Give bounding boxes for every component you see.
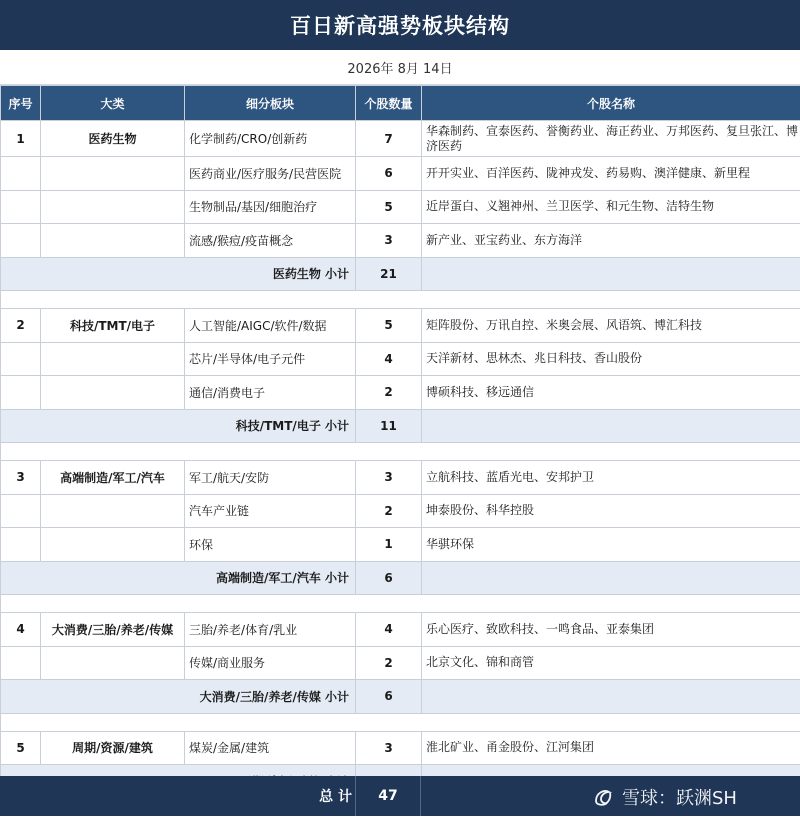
stock-names-cell: 北京文化、锦和商管 bbox=[422, 646, 800, 680]
subsector-cell: 汽车产业链 bbox=[185, 494, 356, 528]
empty-cell bbox=[41, 528, 185, 562]
subsector-cell: 芯片/半导体/电子元件 bbox=[185, 342, 356, 376]
group-seq: 1 bbox=[1, 121, 41, 157]
empty-cell bbox=[422, 680, 800, 714]
empty-cell bbox=[41, 376, 185, 410]
empty-cell bbox=[422, 257, 800, 291]
subtotal-label: 医药生物 小计 bbox=[1, 257, 356, 291]
table-row bbox=[1, 224, 800, 258]
empty-cell bbox=[41, 224, 185, 258]
stock-names-cell: 博硕科技、移远通信 bbox=[422, 376, 800, 410]
empty-cell bbox=[422, 409, 800, 443]
empty-cell bbox=[1, 646, 41, 680]
count-cell: 2 bbox=[356, 376, 422, 410]
subtotal-label: 大消费/三胎/养老/传媒 小计 bbox=[1, 680, 356, 714]
table-row bbox=[1, 613, 800, 647]
count-cell: 3 bbox=[356, 224, 422, 258]
empty-cell bbox=[1, 528, 41, 562]
count-cell: 5 bbox=[356, 309, 422, 343]
subsector-cell: 环保 bbox=[185, 528, 356, 562]
group-seq: 4 bbox=[1, 613, 41, 647]
empty-cell bbox=[41, 190, 185, 224]
header-subsector: 细分板块 bbox=[185, 86, 356, 121]
table-row bbox=[1, 121, 800, 157]
spacer-row bbox=[1, 713, 800, 731]
header-category: 大类 bbox=[41, 86, 185, 121]
header-count: 个股数量 bbox=[356, 86, 422, 121]
spacer-cell bbox=[1, 713, 800, 731]
count-cell: 1 bbox=[356, 528, 422, 562]
header-stock-names: 个股名称 bbox=[422, 86, 800, 121]
stock-names-cell: 新产业、亚宝药业、东方海洋 bbox=[422, 224, 800, 258]
subsector-cell: 流感/猴痘/疫苗概念 bbox=[185, 224, 356, 258]
count-cell: 3 bbox=[356, 731, 422, 765]
empty-cell bbox=[1, 190, 41, 224]
empty-cell bbox=[41, 342, 185, 376]
count-cell: 7 bbox=[356, 121, 422, 157]
stock-names-cell: 淮北矿业、甬金股份、江河集团 bbox=[422, 731, 800, 765]
subtotal-row bbox=[1, 680, 800, 714]
subsector-cell: 通信/消费电子 bbox=[185, 376, 356, 410]
group-category: 周期/资源/建筑 bbox=[41, 731, 185, 765]
count-cell: 3 bbox=[356, 461, 422, 495]
snowball-logo-icon bbox=[592, 786, 614, 808]
table-row bbox=[1, 646, 800, 680]
empty-cell bbox=[1, 224, 41, 258]
group-category: 医药生物 bbox=[41, 121, 185, 157]
sector-table bbox=[0, 85, 800, 799]
count-cell: 5 bbox=[356, 190, 422, 224]
subsector-cell: 煤炭/金属/建筑 bbox=[185, 731, 356, 765]
group-seq: 3 bbox=[1, 461, 41, 495]
group-category: 科技/TMT/电子 bbox=[41, 309, 185, 343]
table-row bbox=[1, 461, 800, 495]
group-category: 高端制造/军工/汽车 bbox=[41, 461, 185, 495]
empty-cell bbox=[41, 646, 185, 680]
stock-names-cell: 华森制药、宣泰医药、誉衡药业、海正药业、万邦医药、复旦张江、博济医药 bbox=[422, 121, 800, 157]
subtotal-row bbox=[1, 561, 800, 595]
spacer-cell bbox=[1, 443, 800, 461]
watermark bbox=[592, 786, 737, 808]
subtotal-label: 高端制造/军工/汽车 小计 bbox=[1, 561, 356, 595]
grand-total-label: 总 计 bbox=[319, 789, 352, 805]
watermark-text: 雪球：跃渊SH bbox=[622, 788, 737, 809]
group-seq: 5 bbox=[1, 731, 41, 765]
group-seq: 2 bbox=[1, 309, 41, 343]
table-row bbox=[1, 528, 800, 562]
empty-cell bbox=[1, 342, 41, 376]
empty-cell bbox=[1, 157, 41, 191]
subsector-cell: 军工/航天/安防 bbox=[185, 461, 356, 495]
spacer-row bbox=[1, 595, 800, 613]
stock-names-cell: 近岸蛋白、义翘神州、兰卫医学、和元生物、洁特生物 bbox=[422, 190, 800, 224]
count-cell: 2 bbox=[356, 646, 422, 680]
table-row bbox=[1, 190, 800, 224]
group-category: 大消费/三胎/养老/传媒 bbox=[41, 613, 185, 647]
subtotal-count: 6 bbox=[356, 561, 422, 595]
stock-names-cell: 立航科技、蓝盾光电、安邦护卫 bbox=[422, 461, 800, 495]
subsector-cell: 人工智能/AIGC/软件/数据 bbox=[185, 309, 356, 343]
stock-names-cell: 天洋新材、思林杰、兆日科技、香山股份 bbox=[422, 342, 800, 376]
subtotal-row bbox=[1, 257, 800, 291]
count-cell: 2 bbox=[356, 494, 422, 528]
spacer-row bbox=[1, 443, 800, 461]
subtotal-count: 11 bbox=[356, 409, 422, 443]
stock-names-cell: 坤泰股份、科华控股 bbox=[422, 494, 800, 528]
empty-cell bbox=[41, 494, 185, 528]
grand-total-value: 47 bbox=[355, 776, 421, 816]
stock-names-cell: 华骐环保 bbox=[422, 528, 800, 562]
count-cell: 6 bbox=[356, 157, 422, 191]
subtotal-label: 科技/TMT/电子 小计 bbox=[1, 409, 356, 443]
subtotal-row bbox=[1, 409, 800, 443]
empty-cell bbox=[422, 561, 800, 595]
page-title: 百日新高强势板块结构 bbox=[0, 0, 800, 50]
header-seq: 序号 bbox=[1, 86, 41, 121]
stock-names-cell: 开开实业、百洋医药、陇神戎发、药易购、澳洋健康、新里程 bbox=[422, 157, 800, 191]
count-cell: 4 bbox=[356, 342, 422, 376]
subsector-cell: 传媒/商业服务 bbox=[185, 646, 356, 680]
subsector-cell: 化学制药/CRO/创新药 bbox=[185, 121, 356, 157]
table-row bbox=[1, 309, 800, 343]
subsector-cell: 医药商业/医疗服务/民营医院 bbox=[185, 157, 356, 191]
subtotal-count: 21 bbox=[356, 257, 422, 291]
count-cell: 4 bbox=[356, 613, 422, 647]
bottom-strip bbox=[0, 816, 800, 833]
table-row bbox=[1, 494, 800, 528]
empty-cell bbox=[1, 376, 41, 410]
table-row bbox=[1, 342, 800, 376]
spacer-cell bbox=[1, 291, 800, 309]
table-header-row bbox=[1, 86, 800, 121]
stock-names-cell: 乐心医疗、致欧科技、一鸣食品、亚泰集团 bbox=[422, 613, 800, 647]
spacer-cell bbox=[1, 595, 800, 613]
report-date: 2026年 8月 14日 bbox=[0, 50, 800, 85]
empty-cell bbox=[1, 494, 41, 528]
subsector-cell: 三胎/养老/体育/乳业 bbox=[185, 613, 356, 647]
empty-cell bbox=[41, 157, 185, 191]
stock-names-cell: 矩阵股份、万讯自控、米奥会展、风语筑、博汇科技 bbox=[422, 309, 800, 343]
table-row bbox=[1, 731, 800, 765]
subtotal-count: 6 bbox=[356, 680, 422, 714]
table-row bbox=[1, 376, 800, 410]
table-row bbox=[1, 157, 800, 191]
subsector-cell: 生物制品/基因/细胞治疗 bbox=[185, 190, 356, 224]
spacer-row bbox=[1, 291, 800, 309]
